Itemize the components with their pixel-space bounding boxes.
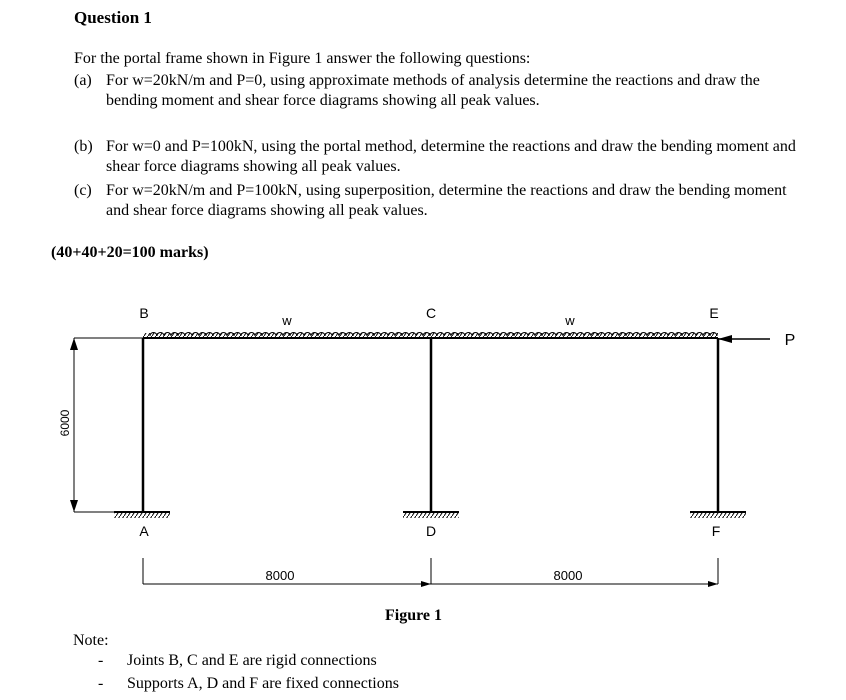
load-label-w-left: w bbox=[282, 313, 292, 328]
support-label-a: A bbox=[139, 523, 149, 539]
note-label: Note: bbox=[73, 632, 109, 649]
figure-caption: Figure 1 bbox=[385, 607, 443, 624]
joint-label-b: B bbox=[139, 305, 149, 321]
load-p-arrow bbox=[718, 335, 770, 343]
span-left-dimension-label: 8000 bbox=[265, 568, 295, 583]
part-label: (b) bbox=[74, 138, 93, 155]
fixed-support-d bbox=[403, 512, 459, 518]
joint-label-c: C bbox=[425, 305, 437, 321]
part-text: For w=20kN/m and P=100kN, using superposition, determine the reactions and draw the bending moment and shear force diagrams showing all peak values. bbox=[106, 182, 787, 219]
joint-label-e: E bbox=[709, 305, 719, 321]
part-text: For w=20kN/m and P=0, using approximate methods of analysis determine the reactions and draw the bending moment and shear force diagrams showing all peak values. bbox=[106, 72, 760, 109]
marks-summary: (40+40+20=100 marks) bbox=[51, 244, 209, 261]
part-text: For w=0 and P=100kN, using the portal method, determine the reactions and draw the bending moment and shear force diagrams showing all peak values. bbox=[106, 138, 796, 175]
height-dimension bbox=[70, 338, 143, 512]
part-label: (c) bbox=[74, 182, 92, 199]
height-dimension-label: 6000 bbox=[58, 409, 72, 437]
support-label-f: F bbox=[711, 523, 721, 539]
load-label-w-right: w bbox=[565, 313, 575, 328]
question-heading: Question 1 bbox=[74, 8, 152, 27]
fixed-support-a bbox=[114, 512, 170, 518]
note-item-text: Joints B, C and E are rigid connections bbox=[127, 652, 377, 669]
part-label: (a) bbox=[74, 72, 92, 89]
fixed-support-f bbox=[690, 512, 746, 518]
support-label-d: D bbox=[425, 523, 437, 539]
span-right-dimension-label: 8000 bbox=[553, 568, 583, 583]
load-label-p: P bbox=[784, 332, 796, 349]
question-intro: For the portal frame shown in Figure 1 answer the following questions: bbox=[74, 50, 531, 67]
span-dimensions bbox=[143, 558, 718, 587]
note-item-text: Supports A, D and F are fixed connections bbox=[127, 675, 399, 692]
